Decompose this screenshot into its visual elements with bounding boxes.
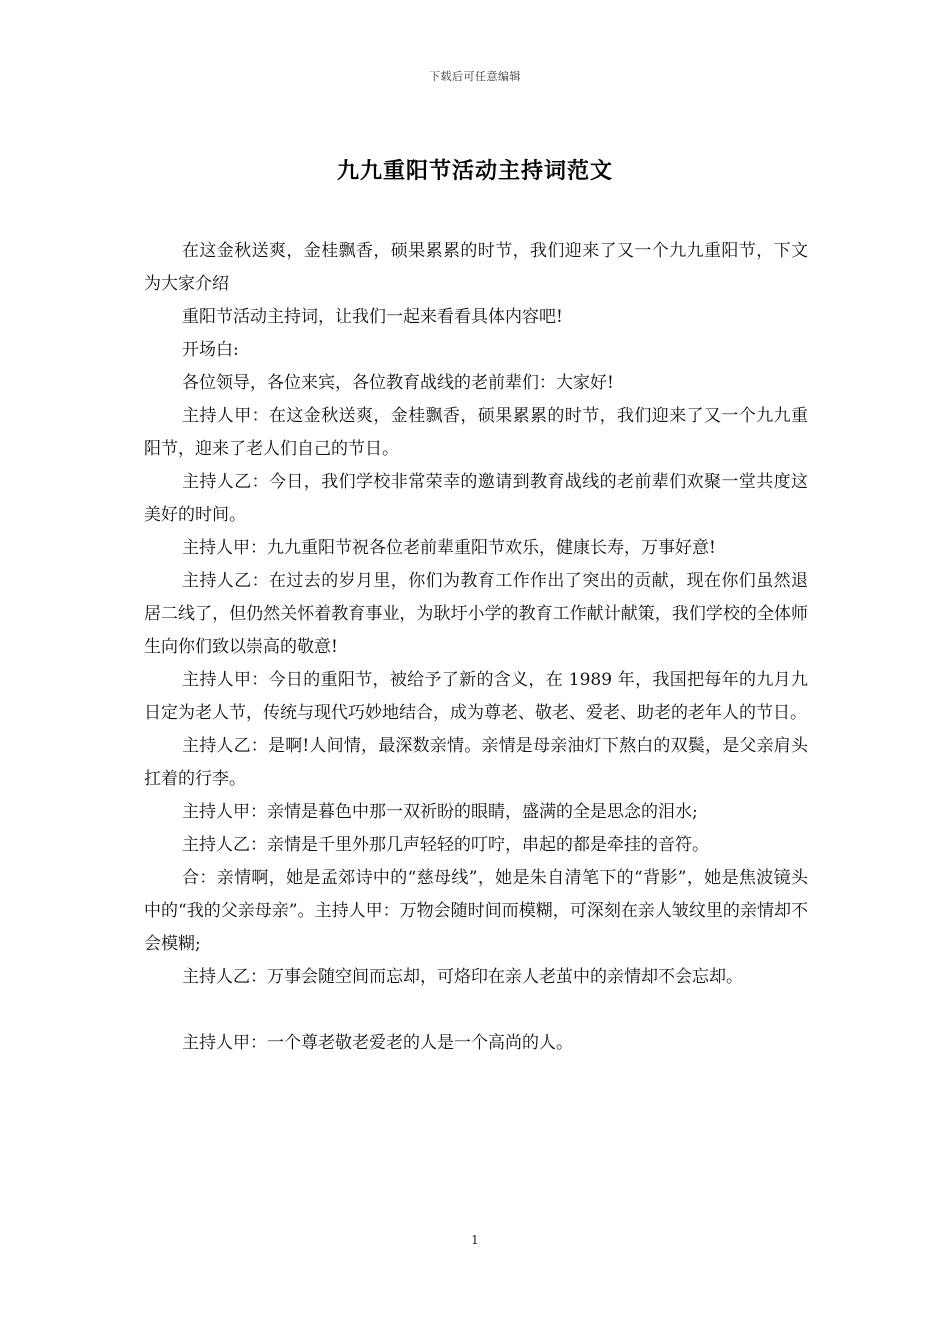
paragraph: 各位领导，各位来宾，各位教育战线的老前辈们：大家好! <box>182 373 614 393</box>
paragraph: 在这金秋送爽，金桂飘香，硕果累累的时节，我们迎来了又一个九九重阳节，下文为大家介绍 <box>144 241 808 294</box>
paragraph: 重阳节活动主持词，让我们一起来看看具体内容吧! <box>182 307 563 327</box>
header-note: 下载后可任意编辑 <box>429 70 521 83</box>
paragraph: 主持人乙：在过去的岁月里，你们为教育工作作出了突出的贡献，现在你们虽然退居二线了，但仍然关怀着教育事业，为耿圩小学的教育工作献计献策，我们学校的全体师生向你们致以崇高的敬意! <box>144 571 808 657</box>
paragraph: 主持人甲：九九重阳节祝各位老前辈重阳节欢乐，健康长寿，万事好意! <box>182 538 716 558</box>
document-body <box>144 235 808 1060</box>
paragraph: 主持人甲：今日的重阳节，被给予了新的含义，在 1989 年，我国把每年的九月九日定为老人节，传统与现代巧妙地结合，成为尊老、敬老、爱老、助老的老年人的节日。 <box>144 670 808 723</box>
paragraph: 主持人甲：一个尊老敬老爱老的人是一个高尚的人。 <box>182 1033 573 1053</box>
paragraph: 开场白: <box>182 340 239 360</box>
paragraph: 主持人乙：万事会随空间而忘却，可烙印在亲人老茧中的亲情却不会忘却。 <box>182 967 743 987</box>
document-title: 九九重阳节活动主持词范文 <box>336 158 613 184</box>
page-number: 1 <box>471 1233 479 1247</box>
paragraph: 主持人甲：亲情是暮色中那一双祈盼的眼睛，盛满的全是思念的泪水; <box>182 802 698 822</box>
paragraph: 主持人甲：在这金秋送爽，金桂飘香，硕果累累的时节，我们迎来了又一个九九重阳节，迎来了老人们自己的节日。 <box>144 406 808 459</box>
paragraph: 主持人乙：亲情是千里外那几声轻轻的叮咛，串起的都是牵挂的音符。 <box>182 835 709 855</box>
paragraph: 合：亲情啊，她是孟郊诗中的“慈母线”，她是朱自清笔下的“背影”，她是焦波镜头中的“我的父亲母亲”。主持人甲：万物会随时间而模糊，可深刻在亲人皱纹里的亲情却不会模糊; <box>144 868 808 954</box>
paragraph: 主持人乙：是啊!人间情，最深数亲情。亲情是母亲油灯下熬白的双鬓，是父亲肩头扛着的行李。 <box>144 736 808 789</box>
paragraph: 主持人乙：今日，我们学校非常荣幸的邀请到教育战线的老前辈们欢聚一堂共度这美好的时间。 <box>144 472 808 525</box>
